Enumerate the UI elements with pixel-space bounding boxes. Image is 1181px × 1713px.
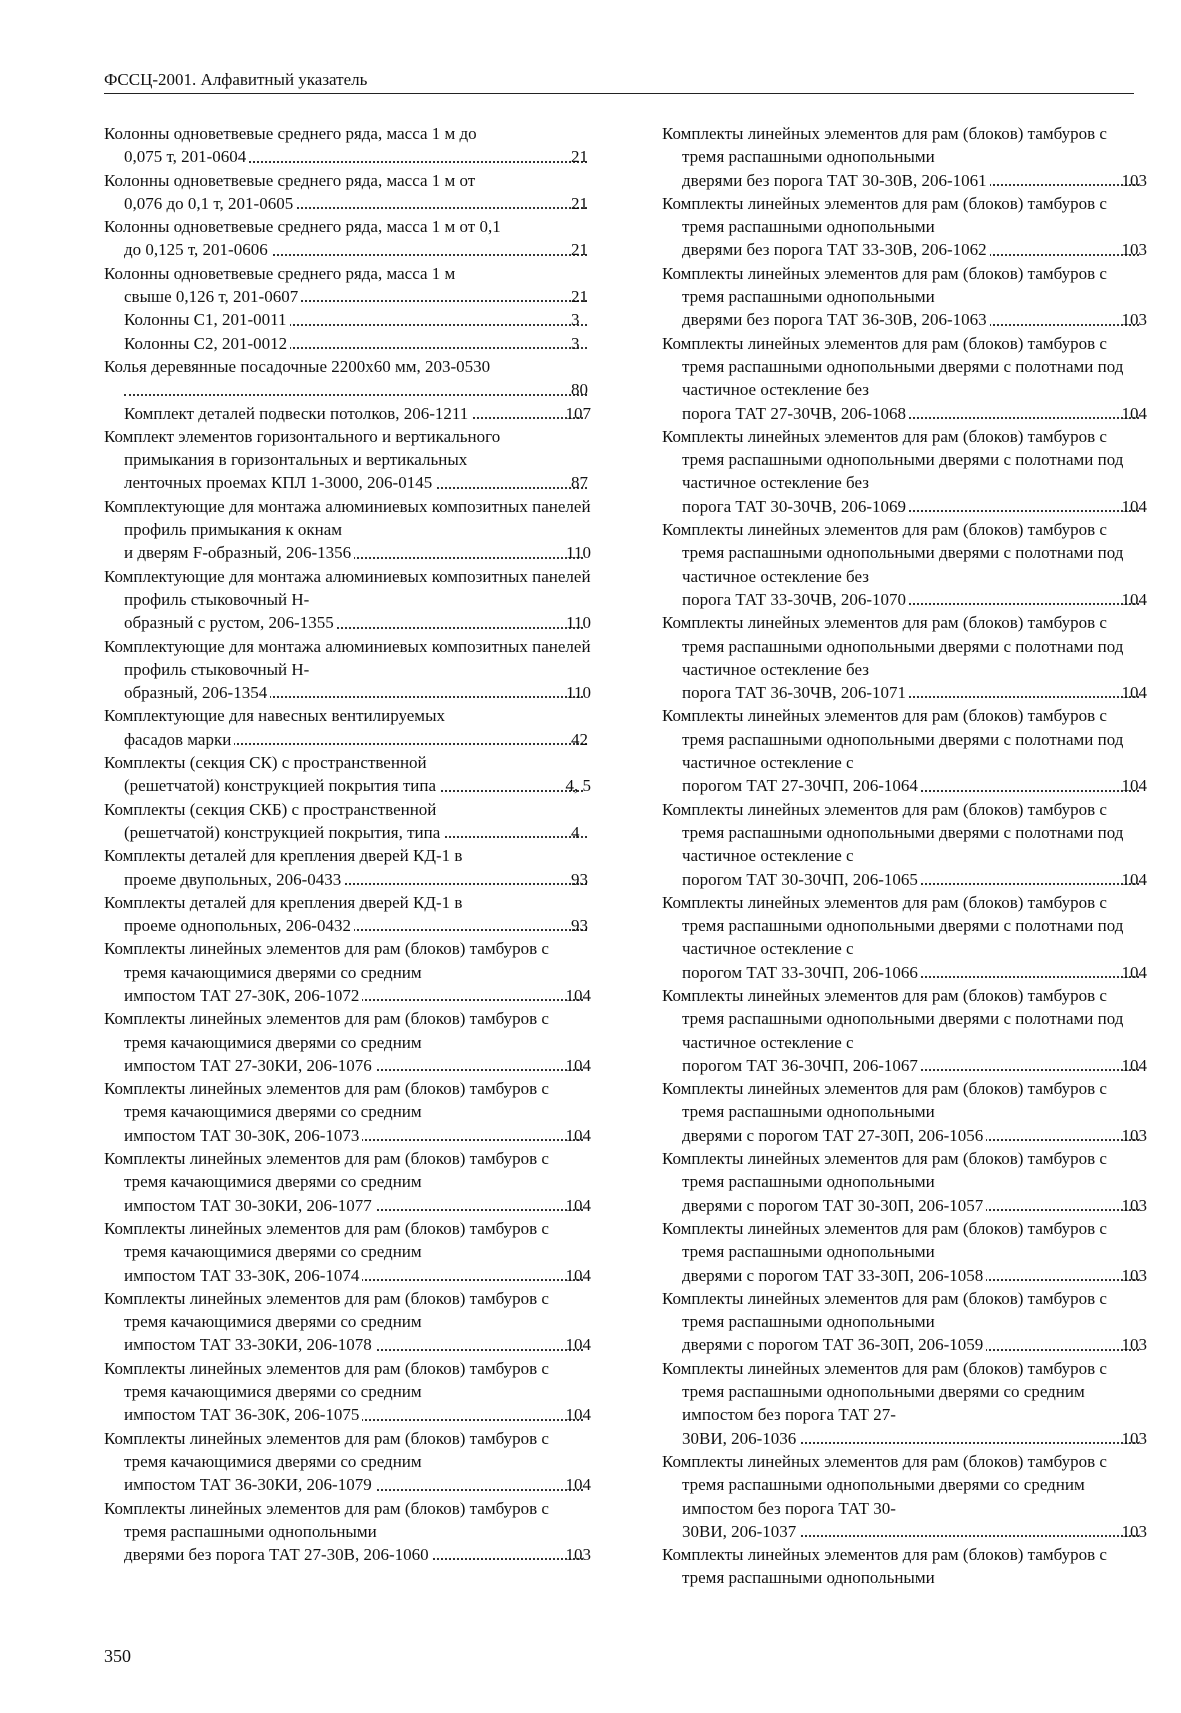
entry-leader-line [124, 1333, 591, 1356]
entry-leader-line [124, 332, 591, 355]
entry-leader-line [682, 1520, 1147, 1543]
entry-leader-line [682, 169, 1147, 192]
entry-text: Колонны одноветвевые среднего ряда, масса 1 м до [104, 124, 477, 143]
entry-last-line: порога ТАТ 27-30ЧВ, 206-1068 [682, 402, 909, 425]
entry-last-line: дверями без порога ТАТ 27-30В, 206-1060 [124, 1543, 432, 1566]
index-entry [662, 332, 1147, 425]
entry-leader-line [124, 1194, 591, 1217]
entry-text: Комплекты линейных элементов для рам (блоков) тамбуров с тремя качающимися дверями со средним [104, 939, 549, 982]
entry-text: Комплекты линейных элементов для рам (блоков) тамбуров с тремя распашными однопольными дверями с полотнами под частичное остекление с [662, 985, 1124, 1052]
entry-page-ref: 103 [1139, 1520, 1148, 1543]
entry-leader-line [124, 402, 591, 425]
entry-last-line: импостом ТАТ 36-30К, 206-1075 [124, 1403, 362, 1426]
entry-page-ref: 104 [583, 1194, 592, 1217]
entry-text: Комплектующие для монтажа алюминиевых композитных панелей профиль стыковочный Н- [104, 636, 591, 679]
index-entry [104, 891, 591, 938]
entry-text: Комплекты деталей для крепления дверей КД-1 в [104, 846, 463, 866]
entry-last-line: дверями с порогом ТАТ 33-30П, 206-1058 [682, 1264, 986, 1287]
entry-leader-line [682, 308, 1147, 331]
entry-page-ref: 4 [588, 821, 591, 844]
entry-last-line: импостом ТАТ 33-30КИ, 206-1078 [124, 1333, 375, 1356]
index-entry [104, 1357, 591, 1427]
index-entry [104, 844, 591, 891]
entry-leader-line [124, 192, 591, 215]
entry-page-ref: 104 [1139, 588, 1148, 611]
entry-page-ref: 104 [1139, 774, 1148, 797]
entry-text: Комплекты линейных элементов для рам (блоков) тамбуров с тремя распашными однопольными дверями с полотнами под частичное остекление с [662, 706, 1124, 773]
entry-leader-line [124, 308, 591, 331]
index-entry [662, 798, 1147, 891]
entry-leader-line [682, 1427, 1147, 1450]
entry-page-ref: 107 [583, 402, 592, 425]
entry-page-ref: 80 [588, 378, 591, 401]
entry-page-ref: 103 [1139, 238, 1148, 261]
entry-page-ref: 42 [588, 728, 591, 751]
index-entry [104, 704, 591, 751]
entry-page-ref: 103 [1139, 169, 1148, 192]
entry-last-line: Колонны С1, 201-0011 [124, 308, 290, 331]
index-entry [104, 425, 591, 495]
entry-leader-line [682, 1054, 1147, 1077]
index-entry [104, 937, 591, 1007]
entry-leader-line [682, 588, 1147, 611]
entry-leader-line [682, 238, 1147, 261]
entry-page-ref: 104 [583, 1054, 592, 1077]
entry-page-ref: 104 [583, 984, 592, 1007]
entry-text: Комплекты линейных элементов для рам (блоков) тамбуров с тремя качающимися дверями со средним [104, 1428, 549, 1471]
entry-text: Комплекты (секция СКБ) с пространственной [104, 799, 437, 819]
entry-leader-line [682, 1194, 1147, 1217]
entry-text: Колонны одноветвевые среднего ряда, масса 1 м от 0,1 [104, 217, 501, 237]
entry-text: Комплектующие для монтажа алюминиевых композитных панелей профиль примыкания к окнам [104, 496, 591, 540]
index-entry [104, 308, 591, 331]
entry-last-line: Колонны С2, 201-0012 [124, 332, 290, 355]
entry-last-line: 30ВИ, 206-1037 [682, 1520, 799, 1543]
entry-text: Комплекты линейных элементов для рам (блоков) тамбуров с тремя распашными однопольными [662, 1288, 1107, 1332]
entry-last-line: импостом ТАТ 27-30К, 206-1072 [124, 984, 362, 1007]
entry-last-line: образный с рустом, 206-1355 [124, 611, 337, 634]
entry-leader-line [682, 1124, 1147, 1147]
index-entry [104, 1007, 591, 1077]
entry-last-line: свыше 0,126 т, 201-0607 [124, 285, 301, 308]
index-entry [104, 495, 591, 565]
index-entry [104, 215, 591, 262]
entry-last-line: порогом ТАТ 33-30ЧП, 206-1066 [682, 961, 921, 984]
running-header: ФССЦ-2001. Алфавитный указатель [104, 70, 1134, 94]
entry-text: Комплекты линейных элементов для рам (блоков) тамбуров с тремя качающимися дверями со средним [104, 1288, 549, 1332]
entry-page-ref: 110 [583, 611, 591, 634]
entry-text: Комплекты линейных элементов для рам (блоков) тамбуров с тремя качающимися дверями со средним [104, 1149, 549, 1192]
entry-page-ref: 3 [588, 308, 591, 331]
entry-text: Комплекты линейных элементов для рам (блоков) тамбуров с тремя распашными однопольными [662, 124, 1107, 167]
index-entry [662, 1147, 1147, 1217]
entry-text: Комплекты линейных элементов для рам (блоков) тамбуров с тремя распашными однопольными дверями со средним импостом без порога ТАТ 30- [662, 1451, 1107, 1518]
entry-page-ref: 103 [1139, 308, 1148, 331]
entry-last-line: дверями без порога ТАТ 36-30В, 206-1063 [682, 308, 990, 331]
entry-last-line: дверями без порога ТАТ 33-30В, 206-1062 [682, 238, 990, 261]
entry-text: Комплекты линейных элементов для рам (блоков) тамбуров с тремя распашными однопольными [662, 1218, 1107, 1262]
entry-last-line: порогом ТАТ 27-30ЧП, 206-1064 [682, 774, 921, 797]
entry-text: Комплекты линейных элементов для рам (блоков) тамбуров с тремя распашными однопольными [662, 263, 1107, 307]
entry-leader-line [124, 1124, 591, 1147]
index-entry [662, 1357, 1147, 1450]
index-entry [104, 1497, 591, 1567]
entry-last-line: до 0,125 т, 201-0606 [124, 238, 271, 261]
entry-leader-line [682, 1264, 1147, 1287]
entry-last-line: 0,076 до 0,1 т, 201-0605 [124, 192, 296, 215]
entry-page-ref: 104 [1139, 961, 1148, 984]
index-entry [662, 1077, 1147, 1147]
entry-text: Комплекты деталей для крепления дверей КД-1 в [104, 892, 463, 912]
index-column-right [662, 122, 1147, 1590]
entry-page-ref: 104 [583, 1124, 592, 1147]
entry-last-line: проеме двупольных, 206-0433 [124, 868, 344, 891]
entry-last-line: порога ТАТ 30-30ЧВ, 206-1069 [682, 495, 909, 518]
entry-leader-line [124, 471, 591, 494]
entry-leader-line [682, 868, 1147, 891]
entry-page-ref: 110 [583, 541, 591, 564]
index-entry [662, 192, 1147, 262]
entry-text: Комплекты линейных элементов для рам (блоков) тамбуров с тремя качающимися дверями со средним [104, 1218, 549, 1262]
index-entry [104, 262, 591, 309]
index-entry [104, 1147, 591, 1217]
entry-leader-line [124, 914, 591, 937]
index-entry [662, 611, 1147, 704]
entry-leader-line [124, 984, 591, 1007]
entry-last-line: дверями с порогом ТАТ 36-30П, 206-1059 [682, 1333, 986, 1356]
entry-last-line: дверями с порогом ТАТ 27-30П, 206-1056 [682, 1124, 986, 1147]
entry-last-line: Комплект деталей подвески потолков, 206-1211 [124, 402, 471, 425]
entry-page-ref: 104 [1139, 1054, 1148, 1077]
entry-last-line: (решетчатой) конструкцией покрытия типа [124, 774, 439, 797]
entry-page-ref: 103 [583, 1543, 592, 1566]
entry-last-line: и дверям F-образный, 206-1356 [124, 541, 354, 564]
entry-leader-line [682, 774, 1147, 797]
page-number: 350 [104, 1646, 131, 1666]
entry-last-line: порога ТАТ 36-30ЧВ, 206-1071 [682, 681, 909, 704]
entry-page-ref: 21 [588, 285, 591, 308]
entry-last-line: импостом ТАТ 36-30КИ, 206-1079 [124, 1473, 375, 1496]
entry-page-ref: 104 [1139, 402, 1148, 425]
entry-page-ref: 104 [1139, 495, 1148, 518]
entry-last-line: импостом ТАТ 33-30К, 206-1074 [124, 1264, 362, 1287]
index-entry [662, 704, 1147, 797]
entry-page-ref: 87 [588, 471, 591, 494]
entry-page-ref: 103 [1139, 1427, 1148, 1450]
entry-leader-line [124, 681, 591, 704]
entry-leader-line [682, 402, 1147, 425]
index-entry [104, 635, 591, 705]
entry-last-line: порогом ТАТ 30-30ЧП, 206-1065 [682, 868, 921, 891]
entry-leader-line [124, 1543, 591, 1566]
entry-text: Комплекты линейных элементов для рам (блоков) тамбуров с тремя качающимися дверями со средним [104, 1009, 549, 1052]
entry-last-line: дверями без порога ТАТ 30-30В, 206-1061 [682, 169, 990, 192]
entry-leader-line [682, 681, 1147, 704]
entry-last-line: фасадов марки [124, 728, 234, 751]
entry-page-ref: 104 [583, 1403, 592, 1426]
entry-last-line: импостом ТАТ 30-30КИ, 206-1077 [124, 1194, 375, 1217]
index-entry [662, 1217, 1147, 1287]
entry-page-ref: 104 [583, 1264, 592, 1287]
index-entry [662, 518, 1147, 611]
entry-page-ref: 110 [583, 681, 591, 704]
entry-last-line: порога ТАТ 33-30ЧВ, 206-1070 [682, 588, 909, 611]
index-entry [104, 1287, 591, 1357]
entry-page-ref: 103 [1139, 1124, 1148, 1147]
entry-leader-line [682, 495, 1147, 518]
entry-leader-line [124, 1264, 591, 1287]
entry-page-ref: 4, 5 [583, 774, 592, 797]
entry-page-ref: 3 [588, 332, 591, 355]
entry-page-ref: 103 [1139, 1264, 1148, 1287]
entry-page-ref: 21 [588, 145, 591, 168]
entry-last-line: порогом ТАТ 36-30ЧП, 206-1067 [682, 1054, 921, 1077]
entry-leader-line [682, 1333, 1147, 1356]
entry-page-ref: 103 [1139, 1194, 1148, 1217]
entry-last-line: дверями с порогом ТАТ 30-30П, 206-1057 [682, 1194, 986, 1217]
entry-page-ref: 21 [588, 192, 591, 215]
index-entry [662, 891, 1147, 984]
entry-page-ref: 104 [1139, 681, 1148, 704]
entry-text: Колонны одноветвевые среднего ряда, масса 1 м от [104, 170, 476, 190]
entry-leader-line [124, 145, 591, 168]
entry-text: Комплекты линейных элементов для рам (блоков) тамбуров с тремя распашными однопольными дверями с полотнами под частичное остекление без [662, 613, 1124, 679]
index-entry [104, 355, 591, 402]
entry-page-ref: 104 [583, 1473, 592, 1496]
index-entry [104, 122, 591, 169]
entry-leader-line [124, 378, 591, 401]
entry-text: Комплекты линейных элементов для рам (блоков) тамбуров с тремя распашными однопольными [104, 1498, 549, 1541]
entry-text: Комплекты линейных элементов для рам (блоков) тамбуров с тремя распашными однопольными [662, 1545, 1107, 1588]
entry-leader-line [124, 1473, 591, 1496]
entry-last-line: 0,075 т, 201-0604 [124, 145, 249, 168]
entry-text: Комплекты линейных элементов для рам (блоков) тамбуров с тремя распашными однопольными [662, 193, 1107, 237]
entry-leader-line [124, 774, 591, 797]
entry-text: Комплекты линейных элементов для рам (блоков) тамбуров с тремя распашными однопольными дверями со средним импостом без порога ТАТ 27- [662, 1358, 1107, 1425]
index-entry [662, 1287, 1147, 1357]
index-entry [662, 262, 1147, 332]
entry-leader-line [124, 1054, 591, 1077]
entry-text: Комплекты линейных элементов для рам (блоков) тамбуров с тремя распашными однопольными дверями с полотнами под частичное остекление с [662, 892, 1124, 959]
entry-last-line: (решетчатой) конструкцией покрытия, типа [124, 821, 443, 844]
index-entry [662, 984, 1147, 1077]
entry-leader-line [682, 961, 1147, 984]
index-entry [104, 565, 591, 635]
entry-page-ref: 93 [588, 914, 591, 937]
entry-text: Комплекты линейных элементов для рам (блоков) тамбуров с тремя распашными однопольными [662, 1079, 1107, 1122]
index-entry [662, 1543, 1147, 1590]
index-entry [104, 1217, 591, 1287]
index-entry [104, 402, 591, 425]
entry-last-line: 30ВИ, 206-1036 [682, 1427, 799, 1450]
entry-page-ref: 104 [1139, 868, 1148, 891]
entry-text: Комплект элементов горизонтального и вертикального примыкания в горизонтальных и вертикальных [104, 426, 501, 470]
dot-leader [124, 394, 591, 396]
entry-text: Комплектующие для навесных вентилируемых [104, 706, 445, 726]
index-entry [662, 425, 1147, 518]
index-entry [104, 1077, 591, 1147]
index-entry [104, 332, 591, 355]
entry-page-ref: 103 [1139, 1333, 1148, 1356]
entry-last-line: импостом ТАТ 27-30КИ, 206-1076 [124, 1054, 375, 1077]
entry-leader-line [124, 728, 591, 751]
index-entry [104, 751, 591, 798]
index-entry [104, 1427, 591, 1497]
entry-text: Комплекты линейных элементов для рам (блоков) тамбуров с тремя распашными однопольными [662, 1149, 1107, 1192]
entry-text: Комплекты линейных элементов для рам (блоков) тамбуров с тремя качающимися дверями со средним [104, 1079, 549, 1122]
entry-last-line: импостом ТАТ 30-30К, 206-1073 [124, 1124, 362, 1147]
entry-leader-line [124, 821, 591, 844]
entry-page-ref: 93 [588, 868, 591, 891]
entry-leader-line [124, 285, 591, 308]
index-entry [662, 1450, 1147, 1543]
entry-text: Колья деревянные посадочные 2200x60 мм, 203-0530 [104, 356, 491, 376]
entry-leader-line [124, 868, 591, 891]
entry-text: Комплекты линейных элементов для рам (блоков) тамбуров с тремя распашными однопольными дверями с полотнами под частичное остекление без [662, 333, 1124, 400]
entry-text: Комплектующие для монтажа алюминиевых композитных панелей профиль стыковочный Н- [104, 566, 591, 609]
entry-leader-line [124, 1403, 591, 1426]
entry-leader-line [124, 238, 591, 261]
entry-leader-line [124, 541, 591, 564]
entry-text: Комплекты линейных элементов для рам (блоков) тамбуров с тремя распашными однопольными дверями с полотнами под частичное остекление без [662, 520, 1124, 586]
index-column-left [104, 122, 591, 1566]
entry-text: Комплекты линейных элементов для рам (блоков) тамбуров с тремя качающимися дверями со средним [104, 1358, 549, 1402]
index-entry [104, 169, 591, 216]
index-entry [104, 798, 591, 845]
entry-text: Колонны одноветвевые среднего ряда, масса 1 м [104, 263, 456, 283]
index-entry [662, 122, 1147, 192]
entry-page-ref: 21 [588, 238, 591, 261]
entry-last-line: ленточных проемах КПЛ 1-3000, 206-0145 [124, 471, 435, 494]
entry-last-line: проеме однопольных, 206-0432 [124, 914, 354, 937]
entry-leader-line [124, 611, 591, 634]
entry-text: Комплекты линейных элементов для рам (блоков) тамбуров с тремя распашными однопольными дверями с полотнами под частичное остекление без [662, 426, 1124, 493]
entry-page-ref: 104 [583, 1333, 592, 1356]
entry-last-line: образный, 206-1354 [124, 681, 270, 704]
entry-text: Комплекты (секция СК) с пространственной [104, 753, 427, 773]
entry-text: Комплекты линейных элементов для рам (блоков) тамбуров с тремя распашными однопольными дверями с полотнами под частичное остекление с [662, 799, 1124, 866]
